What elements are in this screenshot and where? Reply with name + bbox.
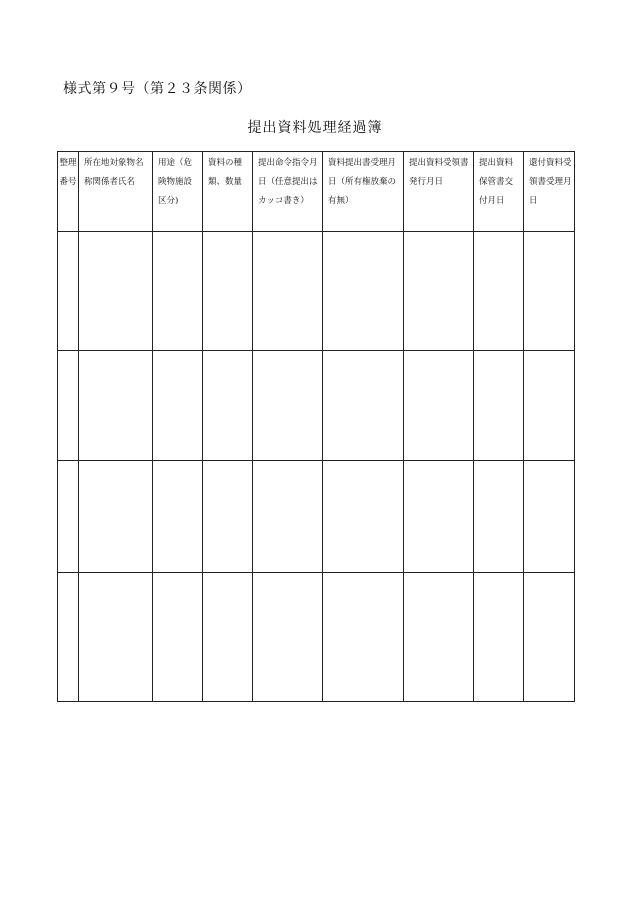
header-label: 整理番号 [59, 158, 77, 187]
table-cell [404, 232, 474, 351]
table-cell [79, 573, 153, 702]
document-title: 提出資料処理経過簿 [247, 120, 383, 136]
table-cell [474, 573, 524, 702]
table-cell [203, 232, 253, 351]
header-label: 資料提出書受理月日（所有権放棄の有無） [328, 158, 397, 206]
register-table [57, 151, 575, 702]
header-label: 提出命令指令月日（任意提出はカッコ書き） [258, 158, 318, 206]
table-row [58, 573, 575, 702]
table-cell [153, 461, 203, 573]
table-cell [253, 573, 323, 702]
table-header-row [58, 152, 575, 232]
table-cell [524, 232, 575, 351]
table-cell [524, 351, 575, 461]
table-cell [203, 461, 253, 573]
header-label: 所在地対象物名称関係者氏名 [84, 158, 144, 187]
table-cell [474, 351, 524, 461]
header-cell-no [58, 152, 79, 232]
table-cell [253, 232, 323, 351]
table-cell [524, 573, 575, 702]
header-cell-order-date [253, 152, 323, 232]
table-cell [524, 461, 575, 573]
table-cell [323, 461, 404, 573]
table-cell [79, 232, 153, 351]
table-cell [323, 573, 404, 702]
header-cell-receipt-issue-date [404, 152, 474, 232]
header-label: 還付資料受領書受理月日 [529, 158, 572, 206]
table-cell [79, 351, 153, 461]
table-cell [253, 461, 323, 573]
header-cell-custody-date [474, 152, 524, 232]
form-number: 様式第９号（第２３条関係） [63, 81, 252, 97]
table-cell [203, 573, 253, 702]
header-label: 資料の種類、数量 [208, 158, 243, 187]
header-cell-location [79, 152, 153, 232]
table-cell [404, 573, 474, 702]
table-cell [79, 461, 153, 573]
table-cell [323, 351, 404, 461]
header-cell-usage [153, 152, 203, 232]
table-cell [58, 232, 79, 351]
header-cell-return-date [524, 152, 575, 232]
table-cell [153, 573, 203, 702]
table-row [58, 461, 575, 573]
table-cell [404, 461, 474, 573]
table-row [58, 232, 575, 351]
table-cell [153, 232, 203, 351]
table-cell [253, 351, 323, 461]
table-cell [404, 351, 474, 461]
table-cell [58, 573, 79, 702]
header-label: 用途（危険物施設区分) [158, 158, 193, 206]
header-label: 提出資料保管書交付月日 [479, 158, 514, 206]
table-cell [58, 461, 79, 573]
table-cell [474, 461, 524, 573]
header-cell-material-type [203, 152, 253, 232]
table-cell [203, 351, 253, 461]
table-cell [153, 351, 203, 461]
table-row [58, 351, 575, 461]
header-label: 提出資料受領書発行月日 [409, 158, 469, 187]
table-cell [323, 232, 404, 351]
header-cell-receipt-date [323, 152, 404, 232]
table-cell [474, 232, 524, 351]
table-cell [58, 351, 79, 461]
